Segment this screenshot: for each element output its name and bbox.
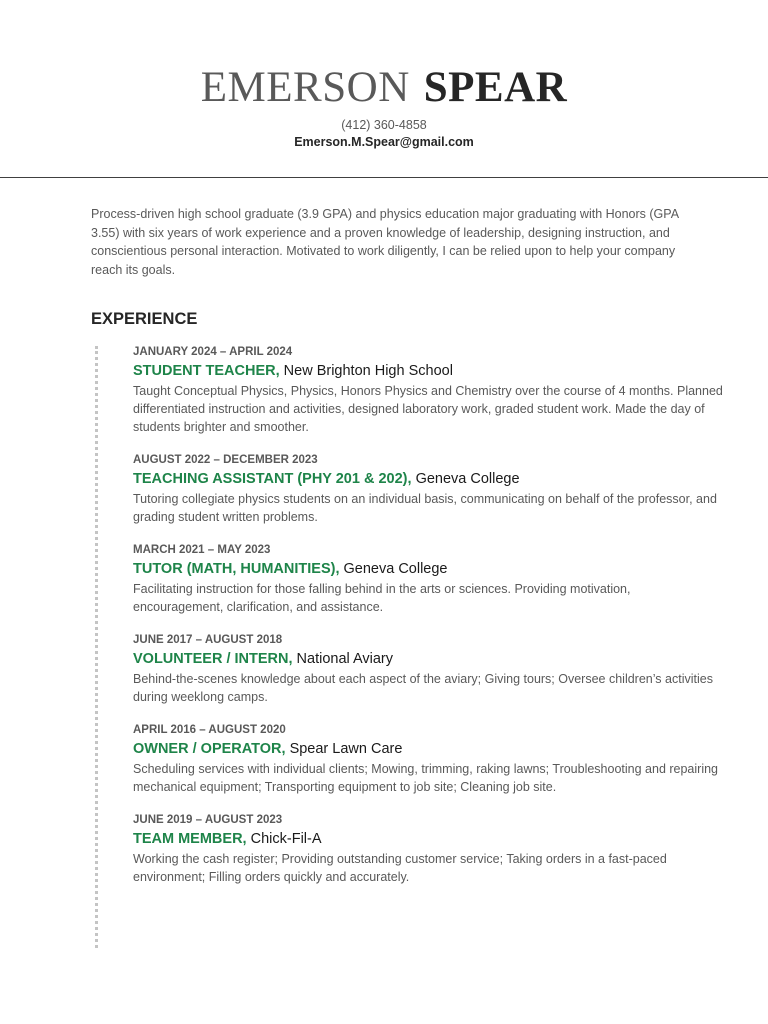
entry-dates: JUNE 2019 – AUGUST 2023 [133,814,283,826]
entry-dates: JANUARY 2024 – APRIL 2024 [133,346,293,358]
experience-entry [133,632,723,706]
experience-entry [133,452,723,526]
timeline-dotted-line [95,346,98,948]
entry-role: TEACHING ASSISTANT (PHY 201 & 202), [133,471,412,487]
entry-dates: APRIL 2016 – AUGUST 2020 [133,724,286,736]
entry-dates: JUNE 2017 – AUGUST 2018 [133,634,283,646]
entry-title-line [133,649,723,669]
entry-description: Working the cash register; Providing outstanding customer service; Taking orders in a fast-paced environment; Filling orders quickly and accurately. [133,852,667,884]
entry-description: Behind-the-scenes knowledge about each aspect of the aviary; Giving tours; Oversee children’s activities during weeklong camps. [133,672,713,704]
entry-role: VOLUNTEER / INTERN, [133,651,293,667]
entry-description: Facilitating instruction for those falling behind in the arts or sciences. Providing motivation, encouragement, clarification, and assistance. [133,582,631,614]
experience-heading: EXPERIENCE [91,310,198,328]
entry-title-line [133,829,723,849]
entry-organization: Spear Lawn Care [289,741,403,757]
experience-entry [133,542,723,616]
entry-organization: Geneva College [415,471,520,487]
last-name: SPEAR [423,64,568,111]
entry-role: TEAM MEMBER, [133,831,247,847]
resume-header [0,62,768,151]
experience-entry [133,812,723,886]
experience-entry [133,344,723,436]
email-address: Emerson.M.Spear@gmail.com [294,135,474,149]
entry-description: Scheduling services with individual clients; Mowing, trimming, raking lawns; Troubleshooting and repairing mechanical equipment; Transporting equipment to job site; Cleaning job site. [133,762,719,794]
header-divider [0,177,768,178]
experience-list [133,344,723,902]
entry-description: Taught Conceptual Physics, Physics, Honors Physics and Chemistry over the course of 4 months. Planned differentiated instruction and activities, designed laboratory work, graded student work. Made the day of students brighter and smoother. [133,384,723,434]
entry-organization: New Brighton High School [283,363,453,379]
entry-role: STUDENT TEACHER, [133,363,280,379]
entry-organization: National Aviary [296,651,393,667]
entry-role: OWNER / OPERATOR, [133,741,286,757]
profile-summary: Process-driven high school graduate (3.9 GPA) and physics education major graduating with Honors (GPA 3.55) with six years of work experience and a proven knowledge of leadership, designing instruction, and conscientious personal interaction. Motivated to work diligently, I can be relied upon to help your company reach its goals. [91,207,679,277]
entry-organization: Chick-Fil-A [250,831,322,847]
first-name: EMERSON [200,64,410,111]
entry-dates: MARCH 2021 – MAY 2023 [133,544,271,556]
experience-entry [133,722,723,796]
entry-title-line [133,469,723,489]
entry-description: Tutoring collegiate physics students on an individual basis, communicating on behalf of the professor, and grading student written problems. [133,492,717,524]
entry-dates: AUGUST 2022 – DECEMBER 2023 [133,454,318,466]
entry-title-line [133,361,723,381]
entry-title-line [133,739,723,759]
entry-title-line [133,559,723,579]
entry-role: TUTOR (MATH, HUMANITIES), [133,561,340,577]
entry-organization: Geneva College [343,561,448,577]
phone-number: (412) 360-4858 [341,118,427,132]
candidate-name [0,62,768,114]
